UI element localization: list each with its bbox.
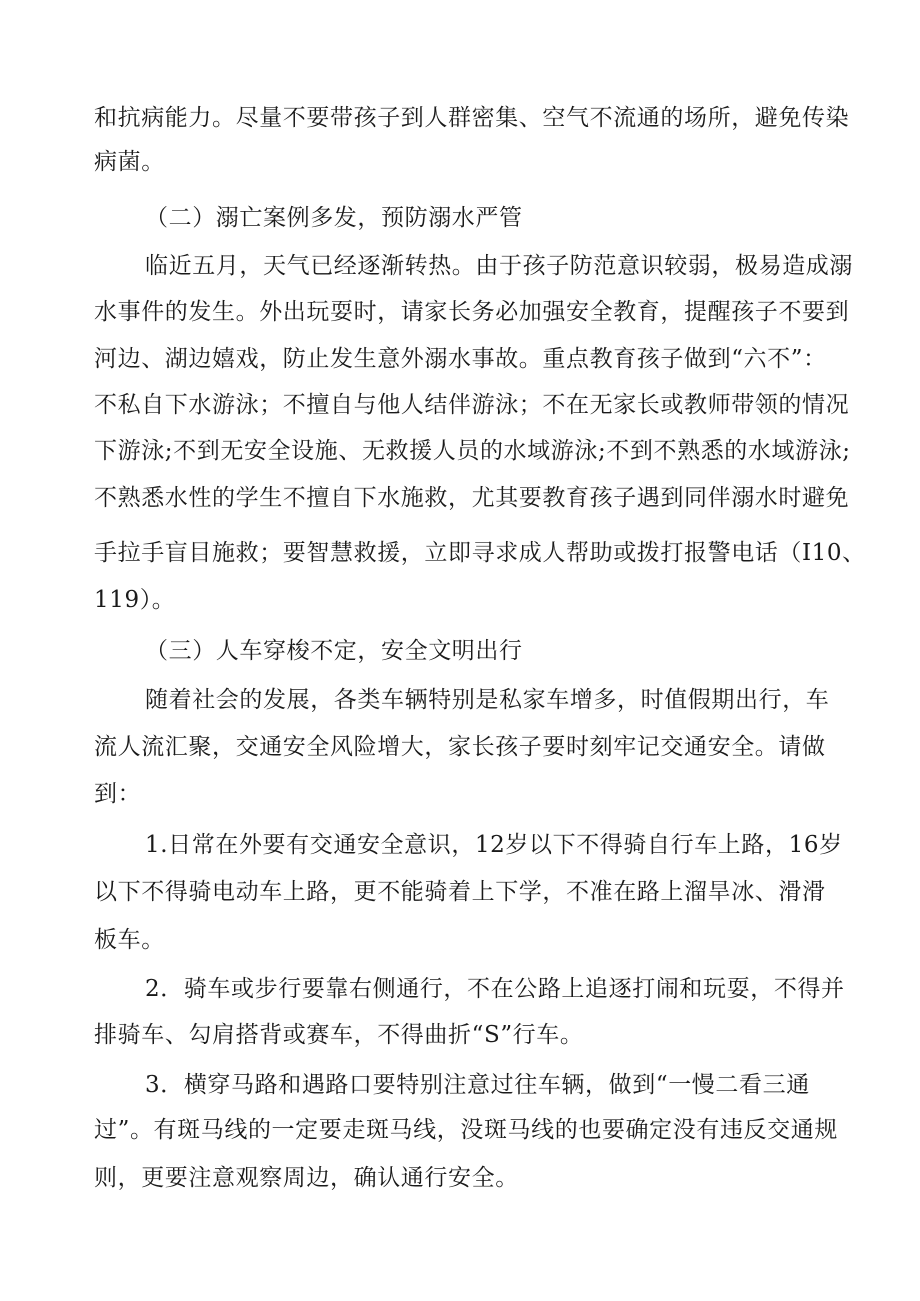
list-item-3: 3．横穿马路和遇路口要特别注意过往车辆，做到“一慢二看三通 [145, 1072, 810, 1098]
text-line: 手拉手盲目施救；要智慧救援，立即寻求成人帮助或拨打报警电话（I10、 [94, 540, 866, 566]
list-item-2: 2．骑车或步行要靠右侧通行，不在公路上追逐打闹和玩耍，不得并 [145, 976, 845, 1002]
text-line: 流人流汇聚，交通安全风险增大，家长孩子要时刻牢记交通安全。请做 [94, 734, 826, 760]
text-line: 过”。有斑马线的一定要走斑马线，没斑马线的也要确定没有违反交通规 [94, 1117, 838, 1143]
text-line: 河边、湖边嬉戏，防止发生意外溺水事故。重点教育孩子做到“六不”： [94, 346, 827, 372]
text-line: 和抗病能力。尽量不要带孩子到人群密集、空气不流通的场所，避免传染 [94, 105, 850, 131]
text-line: 病菌。 [94, 149, 165, 175]
text-line: 排骑车、勾肩搭背或赛车，不得曲折“S”行车。 [94, 1022, 584, 1048]
text-line: 下游泳;不到无安全设施、无救援人员的水域游泳;不到不熟悉的水域游泳; [94, 438, 851, 464]
text-line: 119）。 [94, 587, 176, 613]
text-line: 则，更要注意观察周边，确认通行安全。 [94, 1165, 519, 1191]
text-line: 以下不得骑电动车上路，更不能骑着上下学，不准在路上溜旱冰、滑滑 [94, 879, 826, 905]
section-heading-traffic: （三）人车穿梭不定，安全文明出行 [145, 638, 523, 664]
text-line: 板车。 [94, 927, 165, 953]
text-line: 临近五月，天气已经逐渐转热。由于孩子防范意识较弱，极易造成溺 [145, 253, 853, 279]
text-line: 不熟悉水性的学生不擅自下水施救，尤其要教育孩子遇到同伴溺水时避免 [94, 485, 850, 511]
text-line: 不私自下水游泳；不擅自与他人结伴游泳；不在无家长或教师带领的情况 [94, 392, 850, 418]
text-line: 到： [94, 781, 142, 807]
list-item-1: 1.日常在外要有交通安全意识，12岁以下不得骑自行车上路，16岁 [145, 832, 843, 858]
text-line: 随着社会的发展，各类车辆特别是私家车增多，时值假期出行，车 [145, 687, 830, 713]
section-heading-drowning: （二）溺亡案例多发，预防溺水严管 [145, 205, 523, 231]
text-line: 水事件的发生。外出玩耍时，请家长务必加强安全教育，提醒孩子不要到 [94, 299, 850, 325]
